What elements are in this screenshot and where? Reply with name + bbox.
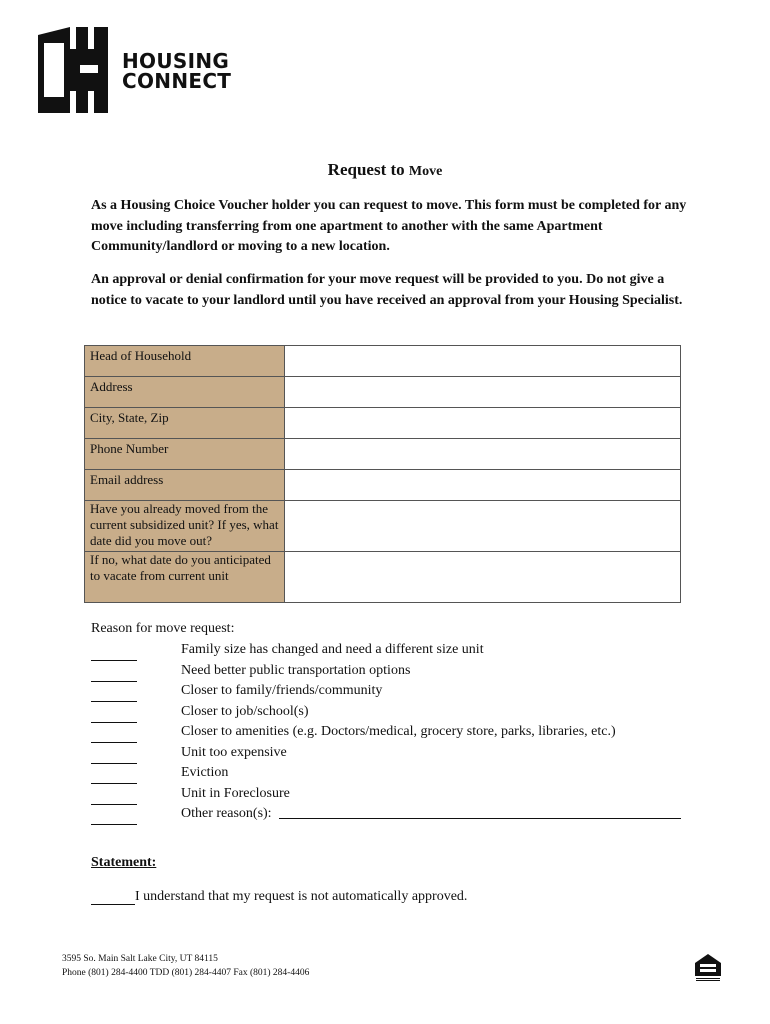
reason-label: Unit too expensive xyxy=(181,745,287,760)
phone-number-label: Phone Number xyxy=(85,439,285,470)
reason-label: Need better public transportation options xyxy=(181,663,411,678)
email-address-field[interactable] xyxy=(285,470,681,501)
reason-blank[interactable] xyxy=(91,722,137,743)
head-of-household-field[interactable] xyxy=(285,346,681,377)
reason-label: Closer to amenities (e.g. Doctors/medical, grocery store, parks, libraries, etc.) xyxy=(181,724,616,739)
reason-blank[interactable] xyxy=(91,804,137,825)
other-reason-field[interactable] xyxy=(279,818,681,819)
reason-label: Eviction xyxy=(181,765,229,780)
page-title xyxy=(0,160,770,180)
acknowledgement-text: I understand that my request is not automatically approved. xyxy=(135,889,468,904)
logo-line-1: HOUSING xyxy=(122,49,230,73)
reason-blank[interactable] xyxy=(91,681,137,702)
acknowledgement-blank[interactable] xyxy=(91,890,135,905)
statement-heading: Statement: xyxy=(91,855,157,870)
table-row xyxy=(85,377,681,408)
table-row xyxy=(85,346,681,377)
table-row xyxy=(85,501,681,552)
reason-label: Other reason(s): xyxy=(181,806,272,821)
reason-section-title: Reason for move request: xyxy=(91,621,235,636)
reason-label: Family size has changed and need a different size unit xyxy=(181,642,484,657)
intro-paragraph-2: An approval or denial confirmation for your move request will be provided to you. Do not give a notice to vacate to your landlord until you have received an approval from your Housing Specialist. xyxy=(91,272,683,308)
reason-blank[interactable] xyxy=(91,702,137,723)
logo-line-2: CONNECT xyxy=(122,69,232,93)
table-row xyxy=(85,470,681,501)
city-state-zip-label: City, State, Zip xyxy=(85,408,285,439)
household-info-table xyxy=(84,345,681,603)
table-row xyxy=(85,408,681,439)
housing-connect-logo xyxy=(38,27,232,115)
address-field[interactable] xyxy=(285,377,681,408)
statement-acknowledgement xyxy=(91,889,467,905)
footer-phones: Phone (801) 284-4400 TDD (801) 284-4407 Fax (801) 284-4406 xyxy=(62,968,310,978)
reason-label: Closer to job/school(s) xyxy=(181,704,309,719)
equal-housing-opportunity-icon xyxy=(693,952,723,982)
vacate-date-label: If no, what date do you anticipated to vacate from current unit xyxy=(85,552,285,603)
footer-address: 3595 So. Main Salt Lake City, UT 84115 xyxy=(62,954,218,964)
already-moved-label: Have you already moved from the current subsidized unit? If yes, what date did you move out? xyxy=(85,501,285,552)
reason-blank[interactable] xyxy=(91,743,137,764)
intro-paragraph-1: As a Housing Choice Voucher holder you can request to move. This form must be completed for any move including transferring from one apartment to another with the same Apartment Community/landlord or moving to a new location. xyxy=(91,198,687,254)
reason-blank[interactable] xyxy=(91,763,137,784)
reason-blank[interactable] xyxy=(91,640,137,661)
title-move: Move xyxy=(408,164,443,179)
reason-label: Closer to family/friends/community xyxy=(181,683,383,698)
phone-number-field[interactable] xyxy=(285,439,681,470)
address-label: Address xyxy=(85,377,285,408)
email-address-label: Email address xyxy=(85,470,285,501)
reason-blank[interactable] xyxy=(91,661,137,682)
already-moved-field[interactable] xyxy=(285,501,681,552)
housing-connect-logo-icon xyxy=(38,27,108,113)
city-state-zip-field[interactable] xyxy=(285,408,681,439)
reason-label: Unit in Foreclosure xyxy=(181,786,290,801)
table-row xyxy=(85,439,681,470)
footer xyxy=(62,952,309,980)
reason-blank[interactable] xyxy=(91,784,137,805)
title-main: Request to xyxy=(327,160,405,179)
table-row xyxy=(85,552,681,603)
head-of-household-label: Head of Household xyxy=(85,346,285,377)
vacate-date-field[interactable] xyxy=(285,552,681,603)
